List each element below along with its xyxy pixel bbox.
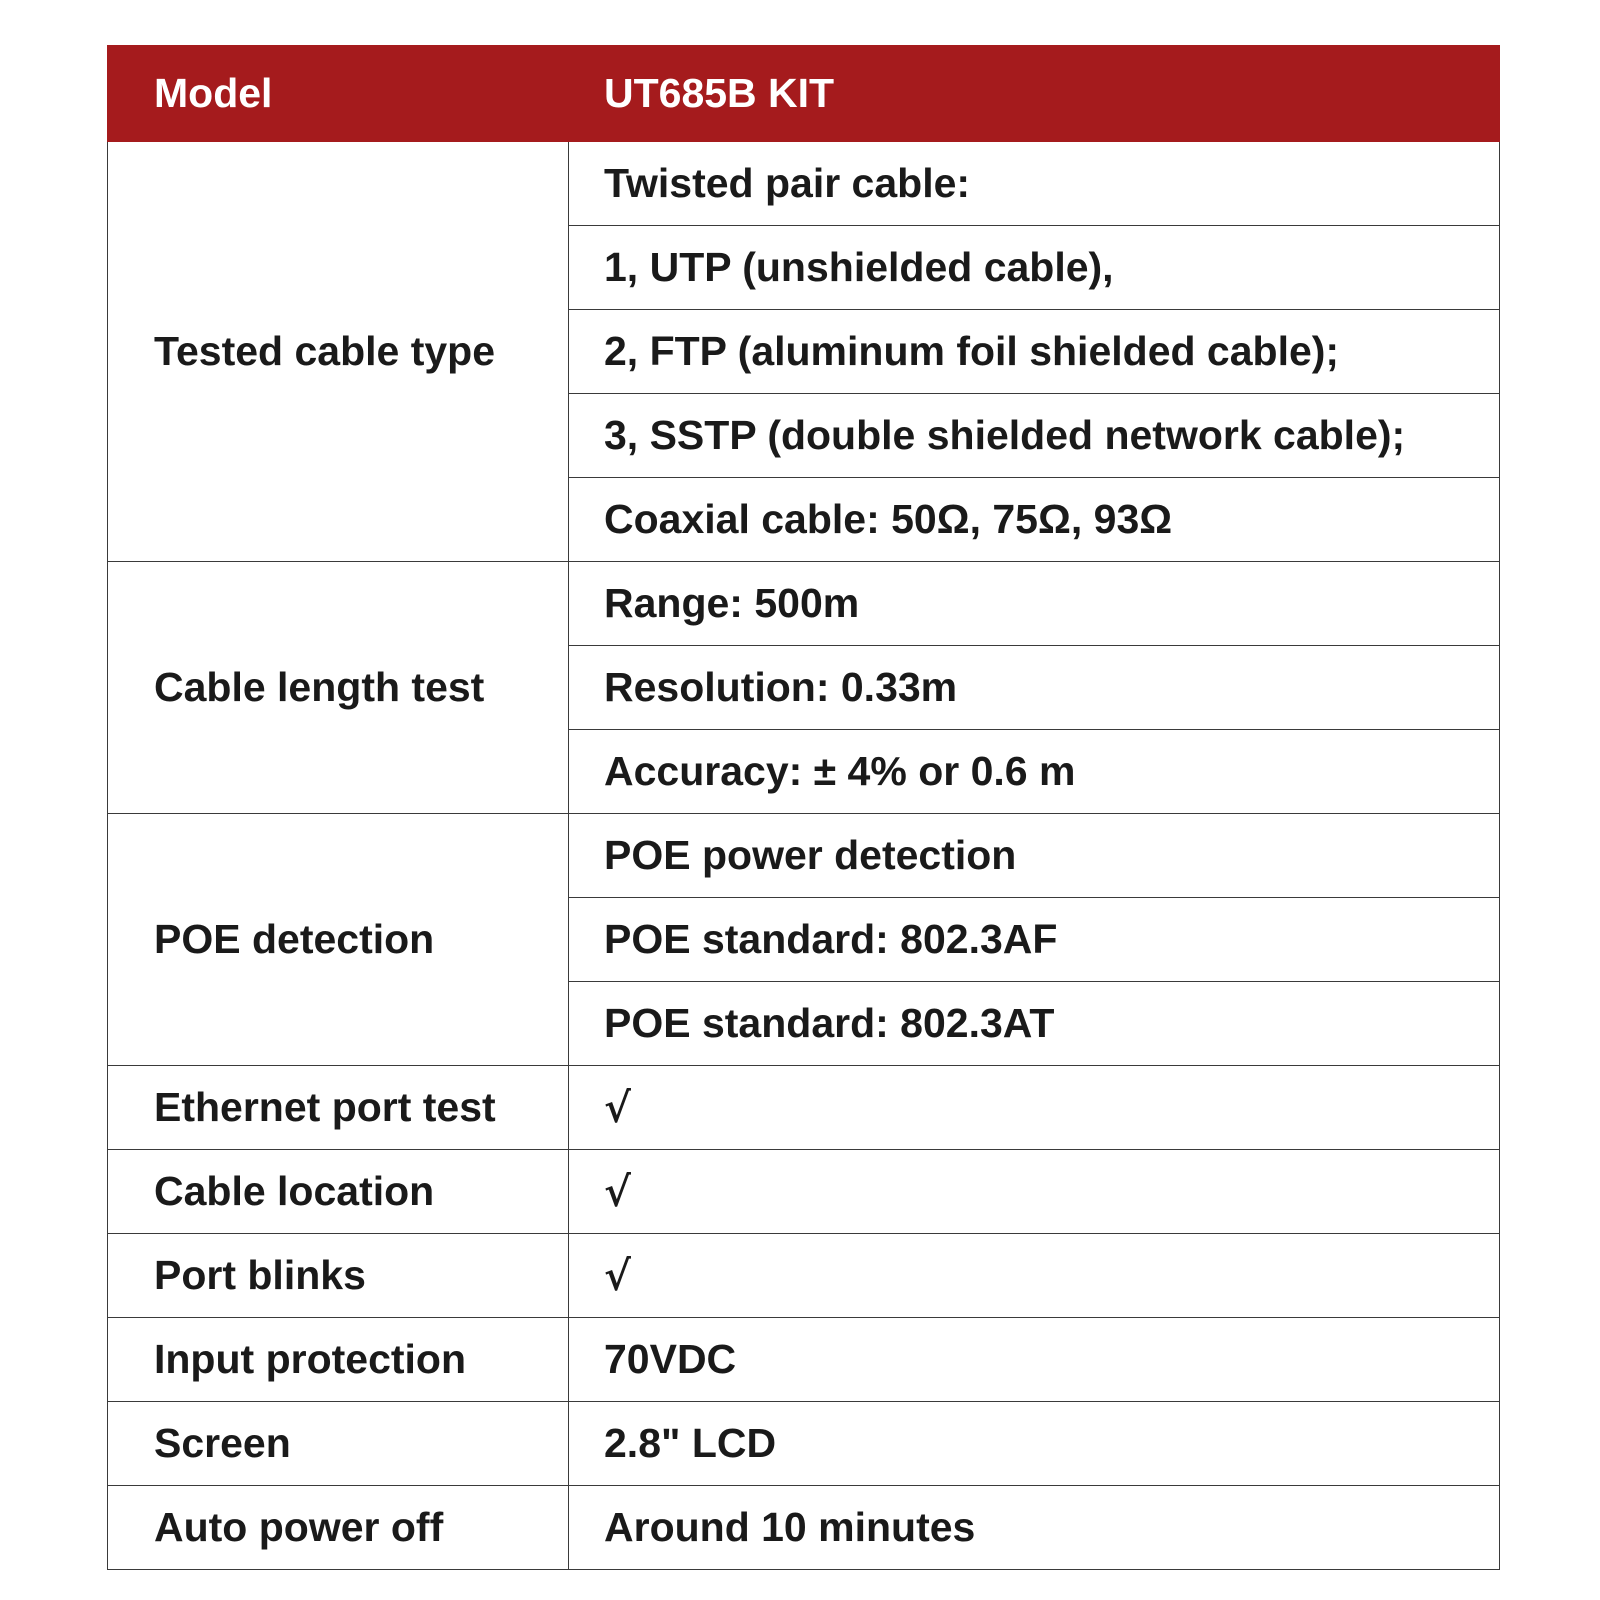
header-row — [108, 46, 1500, 142]
ethernet-port-test-check-mark: √ — [569, 1066, 1500, 1150]
spec-table — [107, 45, 1500, 1570]
cable-length-test-label: Cable length test — [108, 562, 569, 814]
table-row — [108, 1486, 1500, 1570]
table-row — [108, 814, 1500, 898]
header-model-value: UT685B KIT — [569, 46, 1500, 142]
port-blinks-check-mark: √ — [569, 1234, 1500, 1318]
poe-detection-value: POE power detection — [569, 814, 1500, 898]
poe-detection-value: POE standard: 802.3AT — [569, 982, 1500, 1066]
tested-cable-type-label: Tested cable type — [108, 142, 569, 562]
cable-length-test-value: Range: 500m — [569, 562, 1500, 646]
tested-cable-type-value: Twisted pair cable: — [569, 142, 1500, 226]
tested-cable-type-value: 3, SSTP (double shielded network cable); — [569, 394, 1500, 478]
tested-cable-type-value: 2, FTP (aluminum foil shielded cable); — [569, 310, 1500, 394]
table-row — [108, 1150, 1500, 1234]
port-blinks-label: Port blinks — [108, 1234, 569, 1318]
cable-location-check-mark: √ — [569, 1150, 1500, 1234]
table-row — [108, 142, 1500, 226]
table-body — [108, 142, 1500, 1570]
input-protection-value: 70VDC — [569, 1318, 1500, 1402]
auto-power-off-label: Auto power off — [108, 1486, 569, 1570]
poe-detection-label: POE detection — [108, 814, 569, 1066]
table-row — [108, 1066, 1500, 1150]
table-row — [108, 1402, 1500, 1486]
poe-detection-value: POE standard: 802.3AF — [569, 898, 1500, 982]
screen-value: 2.8" LCD — [569, 1402, 1500, 1486]
cable-length-test-value: Accuracy: ± 4% or 0.6 m — [569, 730, 1500, 814]
table-header — [108, 46, 1500, 142]
header-model-label: Model — [108, 46, 569, 142]
screen-label: Screen — [108, 1402, 569, 1486]
auto-power-off-value: Around 10 minutes — [569, 1486, 1500, 1570]
tested-cable-type-value: Coaxial cable: 50Ω, 75Ω, 93Ω — [569, 478, 1500, 562]
table-row — [108, 1318, 1500, 1402]
tested-cable-type-value: 1, UTP (unshielded cable), — [569, 226, 1500, 310]
cable-length-test-value: Resolution: 0.33m — [569, 646, 1500, 730]
table-row — [108, 1234, 1500, 1318]
cable-location-label: Cable location — [108, 1150, 569, 1234]
ethernet-port-test-label: Ethernet port test — [108, 1066, 569, 1150]
input-protection-label: Input protection — [108, 1318, 569, 1402]
table-row — [108, 562, 1500, 646]
